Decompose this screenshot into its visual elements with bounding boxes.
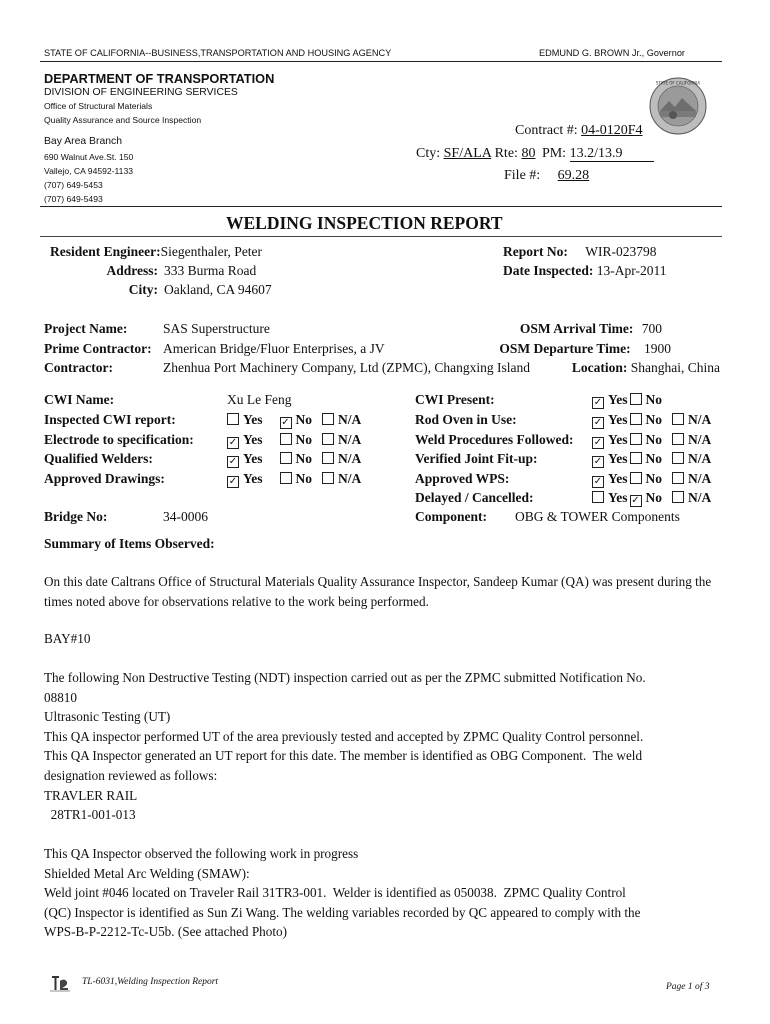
left-3-na-checkbox[interactable] [322, 472, 334, 484]
cty-label: Cty: [416, 146, 441, 161]
right-2-yes-label: Yes [608, 451, 628, 466]
state-seal-logo [649, 77, 707, 135]
right-0-no-checkbox[interactable] [630, 413, 642, 425]
qa-name: Quality Assurance and Source Inspection [44, 115, 202, 125]
summary-heading: Summary of Items Observed: [44, 536, 215, 551]
location-value: Shanghai, China [630, 360, 720, 375]
pm-label: PM: [541, 146, 567, 161]
file-number [504, 168, 589, 184]
right-check-label: Rod Oven in Use: [415, 412, 517, 427]
contractor-value: Zhenhua Port Machinery Company, Ltd (ZPMC), Changxing Island [163, 360, 530, 375]
right-1-no-option[interactable] [630, 432, 663, 447]
bridge-number-label: Bridge No: [44, 509, 108, 524]
ndt-line: designation reviewed as follows: [44, 768, 218, 783]
office-name: Office of Structural Materials [44, 101, 153, 111]
right-4-na-checkbox[interactable] [672, 491, 684, 503]
right-1-yes-label: Yes [608, 431, 628, 447]
right-0-no-option[interactable] [630, 412, 663, 427]
title-rule [40, 206, 722, 207]
right-1-na-label: N/A [688, 431, 712, 447]
left-3-yes-label: Yes [243, 470, 263, 486]
division-name: DIVISION OF ENGINEERING SERVICES [44, 87, 238, 98]
prime-contractor-value: American Bridge/Fluor Enterprises, a JV [163, 341, 385, 356]
right-0-na-checkbox[interactable] [672, 413, 684, 425]
report-number-value: WIR-023798 [585, 244, 657, 259]
left-3-yes-option[interactable] [227, 471, 263, 486]
summary-paragraph-1: On this date Caltrans Office of Structural Materials Quality Assurance Inspector, Sandeep Kumar (QA) was present during the times noted above for observations relative to the work being performed. [44, 574, 712, 609]
right-3-na-checkbox[interactable] [672, 472, 684, 484]
right-3-na-label: N/A [688, 470, 712, 486]
resident-engineer-label: Resident Engineer: [50, 244, 161, 259]
date-inspected-label: Date Inspected: [503, 263, 594, 278]
rte-label: Rte: [494, 146, 518, 161]
osm-arrival-value: 700 [641, 321, 662, 336]
progress-line: Shielded Metal Arc Welding (SMAW): [44, 865, 250, 881]
right-check-label: Delayed / Cancelled: [415, 490, 534, 505]
right-4-yes-label: Yes [608, 490, 628, 505]
left-0-no-checkbox[interactable]: ✓ [281, 417, 290, 428]
left-0-yes-option[interactable] [227, 412, 263, 427]
left-2-yes-label: Yes [243, 451, 263, 466]
project-name-label: Project Name: [44, 321, 128, 336]
city-label: City: [128, 282, 158, 297]
right-check-label: Verified Joint Fit-up: [415, 451, 538, 466]
right-4-na-label: N/A [688, 490, 712, 505]
branch-phone-2: (707) 649-5493 [44, 194, 103, 204]
left-check-options [227, 412, 361, 429]
osm-arrival-row [520, 321, 662, 337]
right-4-yes-option[interactable] [592, 490, 628, 505]
right-1-na-checkbox[interactable] [672, 433, 684, 445]
osm-arrival-label: OSM Arrival Time: [519, 321, 634, 336]
right-3-yes-checkbox[interactable]: ✓ [593, 475, 603, 487]
osm-departure-value: 1900 [644, 341, 671, 356]
right-3-yes-option[interactable] [592, 471, 628, 486]
left-1-no-label: No [295, 431, 312, 447]
report-number-label: Report No: [503, 244, 568, 259]
prime-contractor-label: Prime Contractor: [44, 341, 152, 356]
left-0-na-checkbox[interactable] [322, 413, 334, 425]
right-2-yes-checkbox[interactable]: ✓ [593, 456, 603, 467]
right-check-options [592, 451, 711, 468]
right-1-na-option[interactable] [672, 432, 711, 447]
component-label: Component: [415, 509, 488, 524]
right-0-na-option[interactable] [672, 412, 711, 427]
bridge-number-value: 34-0006 [163, 509, 208, 524]
left-1-na-label: N/A [338, 431, 362, 447]
left-0-na-label: N/A [338, 412, 362, 427]
left-check-options [227, 451, 361, 468]
top-rule [40, 61, 722, 62]
rte-value: 80 [521, 146, 536, 161]
footer-form-name: TL-6031,Welding Inspection Report [82, 977, 219, 987]
governor-header: EDMUND G. BROWN Jr., Governor [539, 48, 685, 58]
cwi-present-options [592, 392, 662, 409]
date-inspected-value: 13-Apr-2011 [596, 263, 667, 278]
component-value: OBG & TOWER Components [515, 509, 680, 524]
ndt-line: 28TR1-001-013 [44, 807, 136, 823]
bay-heading: BAY#10 [44, 631, 91, 646]
right-2-na-checkbox[interactable] [672, 452, 684, 464]
cwi-present-no[interactable] [628, 392, 663, 407]
location-row [572, 360, 720, 376]
svg-text:STATE OF CALIFORNIA: STATE OF CALIFORNIA [655, 80, 701, 86]
right-3-yes-label: Yes [608, 470, 628, 486]
cty-value: SF/ALA [443, 146, 492, 161]
right-4-no-checkbox[interactable]: ✓ [631, 495, 640, 506]
right-check-label: Weld Procedures Followed: [415, 431, 574, 447]
contractor-label: Contractor: [44, 360, 113, 375]
contract-number [515, 123, 643, 139]
progress-line: (QC) Inspector is identified as Sun Zi Wang. The welding variables recorded by QC appeared to comply with the [44, 904, 641, 920]
address-label: Address: [106, 263, 158, 278]
ndt-line: The following Non Destructive Testing (NDT) inspection carried out as per the ZPMC submitted Notification No. [44, 670, 646, 685]
left-3-na-option[interactable] [322, 471, 361, 486]
left-check-label: Electrode to specification: [44, 431, 194, 447]
left-2-na-checkbox[interactable] [322, 452, 334, 464]
cwi-name-label: CWI Name: [44, 392, 115, 407]
city-value: Oakland, CA 94607 [164, 282, 272, 297]
right-0-yes-label: Yes [608, 412, 628, 427]
pm-value: 13.2/13.9 [570, 147, 654, 162]
location-label: Location: [571, 360, 628, 375]
right-4-na-option[interactable] [672, 490, 711, 505]
ndt-line: This QA inspector performed UT of the area previously tested and accepted by ZPMC Quality Control personnel. [44, 728, 644, 744]
left-3-na-label: N/A [338, 470, 362, 486]
cwi-present-label: CWI Present: [415, 392, 495, 407]
file-value: 69.28 [557, 168, 590, 183]
left-2-na-option[interactable] [322, 451, 361, 466]
right-check-options [592, 490, 711, 507]
right-1-no-checkbox[interactable] [630, 433, 642, 445]
right-2-no-checkbox[interactable] [630, 452, 642, 464]
left-1-no-checkbox[interactable] [280, 433, 292, 445]
resident-engineer-row [50, 244, 262, 260]
left-0-yes-label: Yes [243, 412, 263, 427]
caltrans-logo [49, 973, 71, 993]
left-check-options [227, 471, 361, 488]
left-check-label: Inspected CWI report: [44, 412, 176, 427]
right-2-na-option[interactable] [672, 451, 711, 466]
right-check-options [592, 432, 711, 449]
address-value: 333 Burma Road [164, 263, 257, 278]
project-name-value: SAS Superstructure [163, 321, 270, 336]
left-check-label: Qualified Welders: [44, 451, 153, 466]
left-3-no-label: No [295, 470, 312, 486]
report-title: WELDING INSPECTION REPORT [226, 213, 503, 233]
cwi-present-yes-checkbox[interactable]: ✓ [593, 397, 603, 408]
left-3-yes-checkbox[interactable]: ✓ [228, 475, 238, 487]
cwi-present-yes-label: Yes [608, 392, 628, 407]
left-1-yes-label: Yes [243, 431, 263, 447]
right-3-no-label: No [645, 470, 662, 486]
right-0-yes-option[interactable] [592, 412, 628, 427]
county-route-pm [416, 146, 654, 162]
right-0-na-label: N/A [688, 412, 712, 427]
right-0-no-label: No [645, 412, 662, 427]
right-4-yes-checkbox[interactable] [592, 491, 604, 503]
right-check-label: Approved WPS: [415, 470, 510, 486]
ndt-line: 08810 [44, 689, 77, 705]
file-label: File #: [504, 168, 541, 183]
right-3-no-option[interactable] [630, 471, 663, 486]
cwi-name-value: Xu Le Feng [227, 392, 292, 407]
right-check-options [592, 471, 711, 488]
left-2-no-option[interactable] [280, 451, 313, 466]
branch-name: Bay Area Branch [44, 136, 122, 147]
cwi-present-no-checkbox[interactable] [630, 393, 642, 405]
left-2-yes-option[interactable] [227, 451, 263, 466]
contract-value: 04-0120F4 [581, 123, 643, 138]
contract-label: Contract #: [515, 123, 578, 138]
left-2-no-checkbox[interactable] [280, 452, 292, 464]
left-1-no-option[interactable] [280, 432, 313, 447]
left-0-no-label: No [295, 412, 312, 427]
ndt-line: TRAVLER RAIL [44, 787, 138, 803]
right-3-no-checkbox[interactable] [630, 472, 642, 484]
branch-address-1: 690 Walnut Ave.St. 150 [44, 152, 134, 162]
date-inspected-row [503, 263, 666, 279]
right-2-no-option[interactable] [630, 451, 663, 466]
cwi-present-yes[interactable] [592, 392, 628, 407]
right-check-options [592, 412, 711, 429]
branch-phone-1: (707) 649-5453 [44, 180, 103, 190]
left-0-na-option[interactable] [322, 412, 361, 427]
right-2-na-label: N/A [688, 451, 712, 466]
title-underline [40, 236, 722, 237]
left-0-yes-checkbox[interactable] [227, 413, 239, 425]
agency-header: STATE OF CALIFORNIA--BUSINESS,TRANSPORTATION AND HOUSING AGENCY [44, 48, 392, 58]
left-3-no-option[interactable] [280, 471, 313, 486]
osm-departure-label: OSM Departure Time: [499, 341, 631, 356]
right-2-no-label: No [645, 451, 662, 466]
report-number-row [503, 244, 656, 260]
right-0-yes-checkbox[interactable]: ✓ [593, 417, 603, 428]
left-1-na-checkbox[interactable] [322, 433, 334, 445]
branch-address-2: Vallejo, CA 94592-1133 [44, 166, 134, 176]
right-4-no-label: No [645, 490, 662, 505]
department-title: DEPARTMENT OF TRANSPORTATION [44, 71, 275, 86]
right-3-na-option[interactable] [672, 471, 711, 486]
cwi-present-no-label: No [645, 392, 662, 407]
right-1-yes-checkbox[interactable]: ✓ [593, 436, 603, 448]
progress-line: This QA Inspector observed the following work in progress [44, 846, 359, 861]
right-2-yes-option[interactable] [592, 451, 628, 466]
resident-engineer-value: Siegenthaler, Peter [160, 244, 263, 259]
left-2-no-label: No [295, 451, 312, 466]
right-1-no-label: No [645, 431, 662, 447]
left-1-yes-option[interactable] [227, 432, 263, 447]
left-3-no-checkbox[interactable] [280, 472, 292, 484]
progress-line: WPS-B-P-2212-Tc-U5b. (See attached Photo) [44, 924, 287, 940]
right-4-no-option[interactable] [630, 490, 663, 505]
osm-departure-row [499, 341, 671, 357]
footer-page-number: Page 1 of 3 [666, 982, 710, 992]
ndt-line: This QA Inspector generated an UT report for this date. The member is identified as OBG Component. The weld [44, 748, 643, 764]
left-2-yes-checkbox[interactable]: ✓ [228, 456, 238, 467]
left-check-label: Approved Drawings: [44, 470, 165, 486]
left-0-no-option[interactable] [280, 412, 313, 427]
left-check-options [227, 432, 361, 449]
left-1-yes-checkbox[interactable]: ✓ [228, 436, 238, 448]
left-2-na-label: N/A [338, 451, 362, 466]
ndt-line: Ultrasonic Testing (UT) [44, 709, 171, 725]
left-1-na-option[interactable] [322, 432, 361, 447]
right-1-yes-option[interactable] [592, 432, 628, 447]
progress-line: Weld joint #046 located on Traveler Rail 31TR3-001. Welder is identified as 050038. ZPMC Quality Control [44, 885, 626, 901]
